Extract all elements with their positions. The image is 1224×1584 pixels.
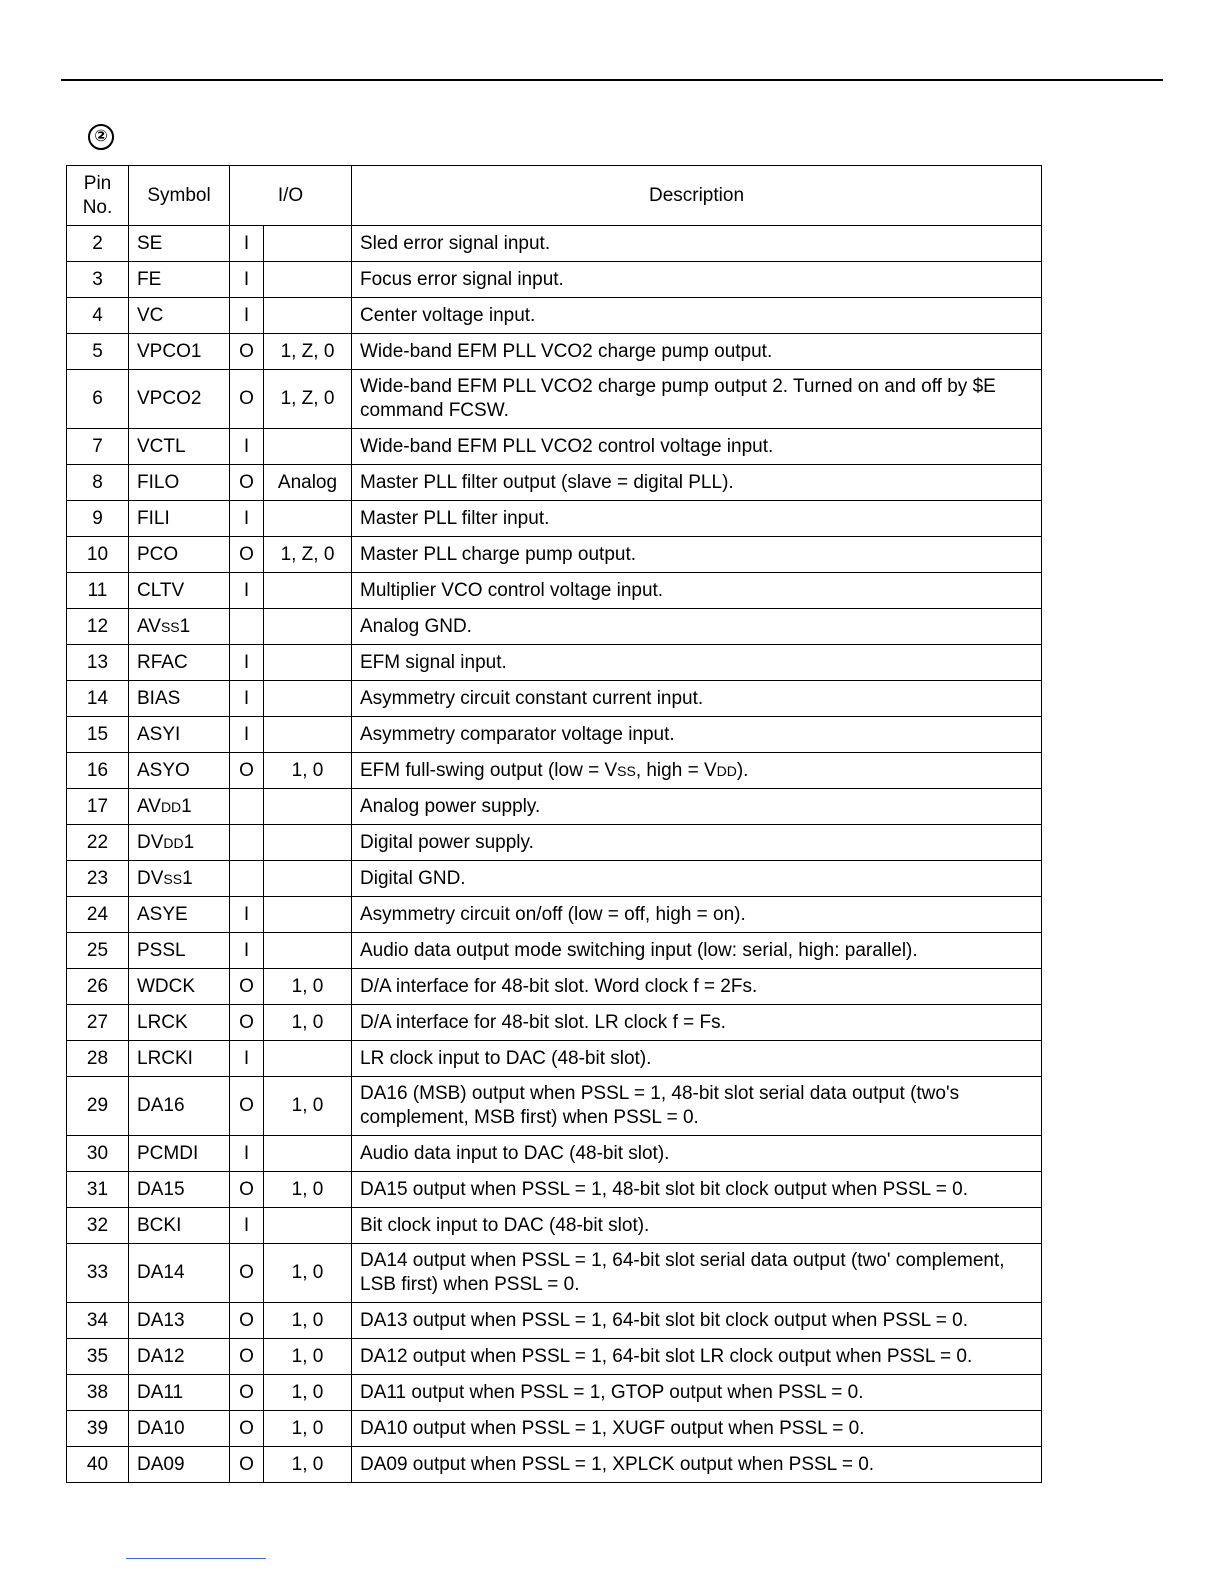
pin-description: Master PLL charge pump output. xyxy=(352,537,1042,573)
top-rule xyxy=(61,79,1163,81)
pin-io: O xyxy=(230,1005,264,1041)
table-row xyxy=(67,969,1042,1005)
pin-io: O xyxy=(230,1077,264,1136)
pin-symbol: RFAC xyxy=(129,645,230,681)
pin-level xyxy=(264,1208,352,1244)
pin-description: Asymmetry comparator voltage input. xyxy=(352,717,1042,753)
pin-number: 38 xyxy=(67,1375,129,1411)
pin-level: 1, 0 xyxy=(264,753,352,789)
pin-io: I xyxy=(230,1208,264,1244)
pin-description: Audio data input to DAC (48-bit slot). xyxy=(352,1136,1042,1172)
pin-number: 14 xyxy=(67,681,129,717)
pin-number: 40 xyxy=(67,1447,129,1483)
pin-symbol: AVSS1 xyxy=(129,609,230,645)
pin-symbol: VCTL xyxy=(129,429,230,465)
pin-description: EFM full-swing output (low = VSS, high = VDD). xyxy=(352,753,1042,789)
pin-number: 24 xyxy=(67,897,129,933)
pin-symbol: WDCK xyxy=(129,969,230,1005)
table-row xyxy=(67,897,1042,933)
pin-description: D/A interface for 48-bit slot. Word clock f = 2Fs. xyxy=(352,969,1042,1005)
pin-io: I xyxy=(230,226,264,262)
pin-level xyxy=(264,298,352,334)
table-row xyxy=(67,1303,1042,1339)
pin-io: O xyxy=(230,1411,264,1447)
pin-symbol: DA11 xyxy=(129,1375,230,1411)
pin-description: Analog GND. xyxy=(352,609,1042,645)
pin-level xyxy=(264,861,352,897)
pin-symbol: DA13 xyxy=(129,1303,230,1339)
pin-level xyxy=(264,429,352,465)
pin-io xyxy=(230,861,264,897)
pin-level: 1, 0 xyxy=(264,1411,352,1447)
pin-description: Asymmetry circuit on/off (low = off, high = on). xyxy=(352,897,1042,933)
pin-symbol: FILI xyxy=(129,501,230,537)
pin-level: 1, 0 xyxy=(264,1375,352,1411)
pin-symbol: DA09 xyxy=(129,1447,230,1483)
table-row xyxy=(67,501,1042,537)
pin-description: DA14 output when PSSL = 1, 64-bit slot serial data output (two' complement, LSB first) when PSSL = 0. xyxy=(352,1244,1042,1303)
pin-io: O xyxy=(230,465,264,501)
pin-description: DA13 output when PSSL = 1, 64-bit slot bit clock output when PSSL = 0. xyxy=(352,1303,1042,1339)
pin-description: Asymmetry circuit constant current input. xyxy=(352,681,1042,717)
pin-symbol: LRCK xyxy=(129,1005,230,1041)
pin-level xyxy=(264,897,352,933)
pin-description: Wide-band EFM PLL VCO2 control voltage input. xyxy=(352,429,1042,465)
pin-number: 29 xyxy=(67,1077,129,1136)
pin-number: 23 xyxy=(67,861,129,897)
table-row xyxy=(67,1172,1042,1208)
table-row xyxy=(67,1411,1042,1447)
pin-description: DA16 (MSB) output when PSSL = 1, 48-bit slot serial data output (two's complement, MSB first) when PSSL = 0. xyxy=(352,1077,1042,1136)
pin-symbol: PCMDI xyxy=(129,1136,230,1172)
pin-number: 6 xyxy=(67,370,129,429)
pin-number: 16 xyxy=(67,753,129,789)
pin-number: 31 xyxy=(67,1172,129,1208)
table-header-row xyxy=(67,166,1042,226)
pin-level: Analog xyxy=(264,465,352,501)
pin-number: 8 xyxy=(67,465,129,501)
pin-number: 33 xyxy=(67,1244,129,1303)
table-row xyxy=(67,681,1042,717)
pin-level: 1, 0 xyxy=(264,1339,352,1375)
pin-symbol: DA14 xyxy=(129,1244,230,1303)
pin-number: 39 xyxy=(67,1411,129,1447)
pin-number: 35 xyxy=(67,1339,129,1375)
pin-level xyxy=(264,1136,352,1172)
pin-level: 1, 0 xyxy=(264,969,352,1005)
table-row xyxy=(67,1244,1042,1303)
table-row xyxy=(67,1077,1042,1136)
pin-number: 27 xyxy=(67,1005,129,1041)
table-row xyxy=(67,1447,1042,1483)
pin-symbol: FILO xyxy=(129,465,230,501)
pin-description: D/A interface for 48-bit slot. LR clock f = Fs. xyxy=(352,1005,1042,1041)
pin-io: I xyxy=(230,717,264,753)
table-row xyxy=(67,465,1042,501)
pin-description: DA09 output when PSSL = 1, XPLCK output when PSSL = 0. xyxy=(352,1447,1042,1483)
pin-level xyxy=(264,681,352,717)
table-row xyxy=(67,334,1042,370)
pin-description: Master PLL filter output (slave = digital PLL). xyxy=(352,465,1042,501)
pin-io: I xyxy=(230,262,264,298)
pin-level: 1, 0 xyxy=(264,1447,352,1483)
pin-description: Sled error signal input. xyxy=(352,226,1042,262)
pin-number: 7 xyxy=(67,429,129,465)
table-row xyxy=(67,933,1042,969)
pin-io: O xyxy=(230,370,264,429)
table-row xyxy=(67,789,1042,825)
pin-description: Focus error signal input. xyxy=(352,262,1042,298)
table-row xyxy=(67,1208,1042,1244)
pin-io: I xyxy=(230,298,264,334)
table-row xyxy=(67,298,1042,334)
table-row xyxy=(67,1375,1042,1411)
pin-level xyxy=(264,789,352,825)
header-io: I/O xyxy=(230,166,352,226)
pin-io: I xyxy=(230,1041,264,1077)
pin-description: Digital power supply. xyxy=(352,825,1042,861)
table-row xyxy=(67,861,1042,897)
table-row xyxy=(67,825,1042,861)
pin-description: Center voltage input. xyxy=(352,298,1042,334)
pin-io: O xyxy=(230,1244,264,1303)
pin-number: 25 xyxy=(67,933,129,969)
pin-level xyxy=(264,262,352,298)
pin-io: I xyxy=(230,933,264,969)
pin-number: 12 xyxy=(67,609,129,645)
pin-io: O xyxy=(230,334,264,370)
header-symbol: Symbol xyxy=(129,166,230,226)
pin-number: 11 xyxy=(67,573,129,609)
pin-symbol: ASYO xyxy=(129,753,230,789)
pin-description: LR clock input to DAC (48-bit slot). xyxy=(352,1041,1042,1077)
pin-symbol: PCO xyxy=(129,537,230,573)
pin-description: Multiplier VCO control voltage input. xyxy=(352,573,1042,609)
pin-level: 1, 0 xyxy=(264,1005,352,1041)
pin-symbol: DVSS1 xyxy=(129,861,230,897)
pin-io: O xyxy=(230,1172,264,1208)
header-pin-no: Pin No. xyxy=(67,166,129,226)
pin-io xyxy=(230,789,264,825)
pin-number: 2 xyxy=(67,226,129,262)
pin-level xyxy=(264,609,352,645)
pin-description: Digital GND. xyxy=(352,861,1042,897)
pin-io: I xyxy=(230,681,264,717)
pin-description: Wide-band EFM PLL VCO2 charge pump output. xyxy=(352,334,1042,370)
table-row xyxy=(67,1339,1042,1375)
pin-level: 1, Z, 0 xyxy=(264,370,352,429)
pin-symbol: ASYE xyxy=(129,897,230,933)
pin-symbol: DA10 xyxy=(129,1411,230,1447)
pin-symbol: VPCO2 xyxy=(129,370,230,429)
pin-number: 30 xyxy=(67,1136,129,1172)
pin-io: I xyxy=(230,897,264,933)
table-row xyxy=(67,717,1042,753)
pin-level: 1, 0 xyxy=(264,1303,352,1339)
pin-number: 34 xyxy=(67,1303,129,1339)
pin-level xyxy=(264,1041,352,1077)
pin-io xyxy=(230,609,264,645)
pin-io: I xyxy=(230,501,264,537)
pin-symbol: SE xyxy=(129,226,230,262)
pin-level: 1, Z, 0 xyxy=(264,334,352,370)
table-row xyxy=(67,1041,1042,1077)
pin-io: O xyxy=(230,1447,264,1483)
pin-io: O xyxy=(230,1375,264,1411)
table-row xyxy=(67,1136,1042,1172)
header-description: Description xyxy=(352,166,1042,226)
pin-io: O xyxy=(230,753,264,789)
table-row xyxy=(67,370,1042,429)
pin-symbol: DA12 xyxy=(129,1339,230,1375)
pin-io: I xyxy=(230,645,264,681)
pin-description: DA10 output when PSSL = 1, XUGF output when PSSL = 0. xyxy=(352,1411,1042,1447)
table-row xyxy=(67,573,1042,609)
pin-symbol: VPCO1 xyxy=(129,334,230,370)
pin-io: O xyxy=(230,1339,264,1375)
pin-level: 1, Z, 0 xyxy=(264,537,352,573)
table-row xyxy=(67,1005,1042,1041)
pin-description: Bit clock input to DAC (48-bit slot). xyxy=(352,1208,1042,1244)
pin-description: Analog power supply. xyxy=(352,789,1042,825)
table-row xyxy=(67,262,1042,298)
pin-description: DA15 output when PSSL = 1, 48-bit slot bit clock output when PSSL = 0. xyxy=(352,1172,1042,1208)
pin-number: 22 xyxy=(67,825,129,861)
footer-link-underline[interactable] xyxy=(126,1558,266,1559)
pin-io: O xyxy=(230,969,264,1005)
pin-description: Master PLL filter input. xyxy=(352,501,1042,537)
pin-number: 13 xyxy=(67,645,129,681)
pin-number: 28 xyxy=(67,1041,129,1077)
pin-symbol: VC xyxy=(129,298,230,334)
pin-description: Audio data output mode switching input (low: serial, high: parallel). xyxy=(352,933,1042,969)
pin-number: 32 xyxy=(67,1208,129,1244)
pin-symbol: DA16 xyxy=(129,1077,230,1136)
pin-level: 1, 0 xyxy=(264,1172,352,1208)
pin-description: DA11 output when PSSL = 1, GTOP output when PSSL = 0. xyxy=(352,1375,1042,1411)
pin-level xyxy=(264,933,352,969)
section-marker: ② xyxy=(88,124,114,150)
pin-symbol: AVDD1 xyxy=(129,789,230,825)
pin-io xyxy=(230,825,264,861)
pin-symbol: PSSL xyxy=(129,933,230,969)
pin-level xyxy=(264,501,352,537)
table-row xyxy=(67,537,1042,573)
pin-io: O xyxy=(230,537,264,573)
pin-io: O xyxy=(230,1303,264,1339)
pin-number: 3 xyxy=(67,262,129,298)
pin-symbol: BCKI xyxy=(129,1208,230,1244)
pin-symbol: BIAS xyxy=(129,681,230,717)
pin-symbol: CLTV xyxy=(129,573,230,609)
pin-symbol: DA15 xyxy=(129,1172,230,1208)
pin-level xyxy=(264,573,352,609)
pin-level xyxy=(264,645,352,681)
pin-io: I xyxy=(230,1136,264,1172)
table-row xyxy=(67,226,1042,262)
table-row xyxy=(67,645,1042,681)
pin-symbol: DVDD1 xyxy=(129,825,230,861)
pin-number: 15 xyxy=(67,717,129,753)
pin-number: 17 xyxy=(67,789,129,825)
pin-description-table xyxy=(66,165,1042,1483)
pin-level: 1, 0 xyxy=(264,1244,352,1303)
pin-description: Wide-band EFM PLL VCO2 charge pump output 2. Turned on and off by $E command FCSW. xyxy=(352,370,1042,429)
table-row xyxy=(67,609,1042,645)
pin-symbol: ASYI xyxy=(129,717,230,753)
pin-number: 10 xyxy=(67,537,129,573)
pin-level xyxy=(264,825,352,861)
table-row xyxy=(67,429,1042,465)
pin-level xyxy=(264,226,352,262)
pin-number: 4 xyxy=(67,298,129,334)
pin-level: 1, 0 xyxy=(264,1077,352,1136)
pin-description: DA12 output when PSSL = 1, 64-bit slot LR clock output when PSSL = 0. xyxy=(352,1339,1042,1375)
pin-number: 9 xyxy=(67,501,129,537)
pin-number: 26 xyxy=(67,969,129,1005)
pin-number: 5 xyxy=(67,334,129,370)
pin-description: EFM signal input. xyxy=(352,645,1042,681)
pin-io: I xyxy=(230,429,264,465)
pin-symbol: FE xyxy=(129,262,230,298)
pin-level xyxy=(264,717,352,753)
pin-symbol: LRCKI xyxy=(129,1041,230,1077)
pin-io: I xyxy=(230,573,264,609)
table-row xyxy=(67,753,1042,789)
